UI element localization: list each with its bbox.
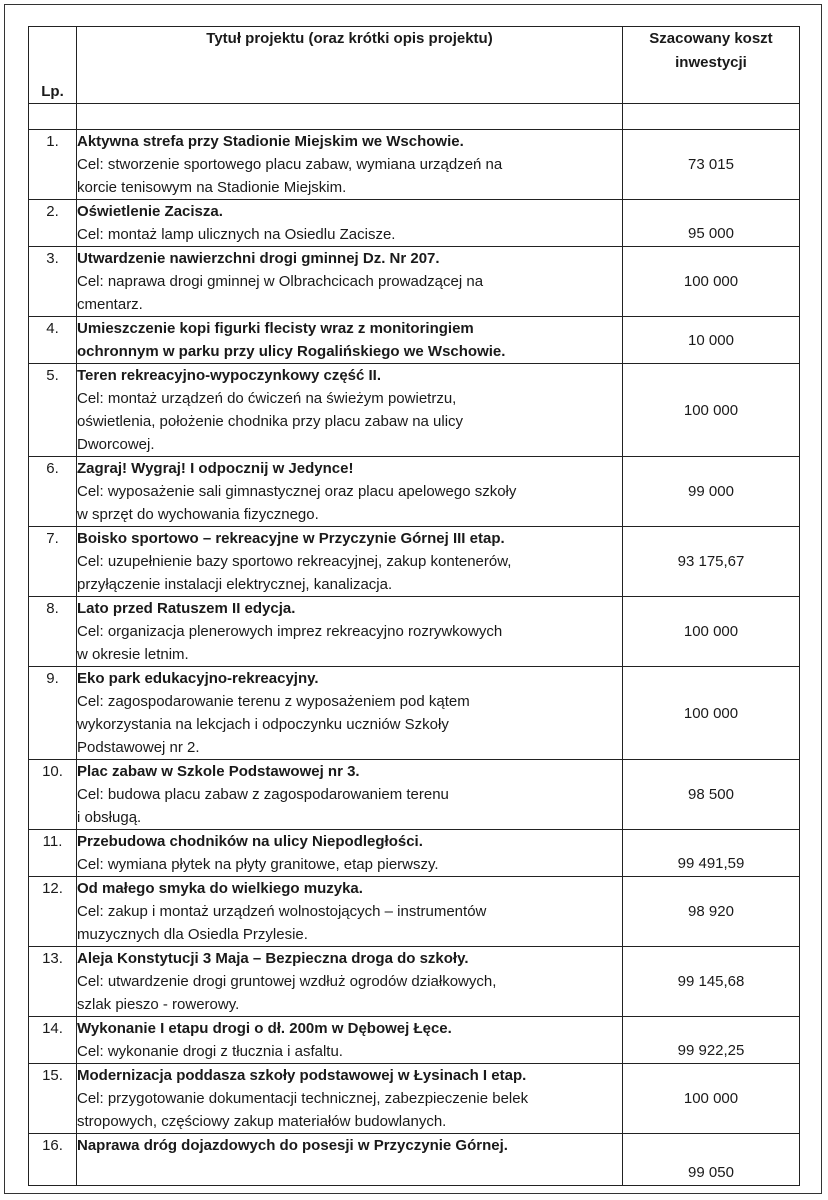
- project-cost: 99 491,59: [623, 830, 800, 877]
- project-cost: 99 922,25: [623, 1017, 800, 1064]
- project-cell: [77, 830, 623, 877]
- project-cost: 100 000: [623, 247, 800, 317]
- table-row: [29, 130, 800, 200]
- project-description: Cel: uzupełnienie bazy sportowo rekreacyjnej, zakup kontenerów, przyłączenie instalacji elektrycznej, kanalizacja.: [77, 553, 512, 593]
- project-title: Lato przed Ratuszem II edycja.: [77, 600, 296, 617]
- table-row: [29, 830, 800, 877]
- project-title: Od małego smyka do wielkiego muzyka.: [77, 880, 363, 897]
- table-header-row: [29, 27, 800, 104]
- project-cell: [77, 597, 623, 667]
- project-title: Przebudowa chodników na ulicy Niepodległości.: [77, 833, 423, 850]
- row-number: 7.: [29, 527, 77, 597]
- project-description: Cel: zakup i montaż urządzeń wolnostojących – instrumentów muzycznych dla Osiedla Przylesie.: [77, 903, 487, 943]
- project-description: Cel: montaż urządzeń do ćwiczeń na świeżym powietrzu, oświetlenia, położenie chodnika przy placu zabaw na ulicy Dworcowej.: [77, 390, 464, 453]
- header-title: Tytuł projektu (oraz krótki opis projektu): [77, 27, 623, 104]
- project-description: Cel: wymiana płytek na płyty granitowe, etap pierwszy.: [77, 856, 439, 873]
- project-description: Cel: wyposażenie sali gimnastycznej oraz placu apelowego szkoły w sprzęt do wychowania fizycznego.: [77, 483, 517, 523]
- project-title: Boisko sportowo – rekreacyjne w Przyczynie Górnej III etap.: [77, 530, 505, 547]
- project-title: Aleja Konstytucji 3 Maja – Bezpieczna droga do szkoły.: [77, 950, 469, 967]
- project-cost: 100 000: [623, 364, 800, 457]
- projects-table: [28, 26, 800, 1186]
- project-title: Wykonanie I etapu drogi o dł. 200m w Dębowej Łęce.: [77, 1020, 452, 1037]
- project-cost: 98 920: [623, 877, 800, 947]
- header-cost-line2: inwestycji: [675, 54, 747, 71]
- project-cell: [77, 247, 623, 317]
- table-row: [29, 364, 800, 457]
- project-title: Zagraj! Wygraj! I odpocznij w Jedynce!: [77, 460, 354, 477]
- row-number: 3.: [29, 247, 77, 317]
- row-number: 4.: [29, 317, 77, 364]
- row-number: 2.: [29, 200, 77, 247]
- project-cell: [77, 527, 623, 597]
- row-number: 15.: [29, 1064, 77, 1134]
- row-number: 14.: [29, 1017, 77, 1064]
- project-cost: 100 000: [623, 597, 800, 667]
- project-cost: 99 000: [623, 457, 800, 527]
- project-description: Cel: zagospodarowanie terenu z wyposażeniem pod kątem wykorzystania na lekcjach i odpoczynku uczniów Szkoły Podstawowej nr 2.: [77, 693, 470, 756]
- project-cell: [77, 667, 623, 760]
- project-cell: [77, 877, 623, 947]
- table-row: [29, 597, 800, 667]
- project-title: Eko park edukacyjno-rekreacyjny.: [77, 670, 319, 687]
- project-cell: [77, 1064, 623, 1134]
- table-row: [29, 947, 800, 1017]
- project-title: Naprawa dróg dojazdowych do posesji w Przyczynie Górnej.: [77, 1137, 508, 1154]
- row-number: 5.: [29, 364, 77, 457]
- project-cost: 98 500: [623, 760, 800, 830]
- project-cost: 100 000: [623, 667, 800, 760]
- project-description: Cel: naprawa drogi gminnej w Olbrachcicach prowadzącej na cmentarz.: [77, 273, 484, 313]
- project-title: Modernizacja poddasza szkoły podstawowej w Łysinach I etap.: [77, 1067, 527, 1084]
- project-cell: [77, 947, 623, 1017]
- table-row: [29, 317, 800, 364]
- table-row: [29, 1064, 800, 1134]
- table-row: [29, 527, 800, 597]
- project-title: Aktywna strefa przy Stadionie Miejskim we Wschowie.: [77, 133, 464, 150]
- row-number: 8.: [29, 597, 77, 667]
- table-row: [29, 1134, 800, 1186]
- project-description: Cel: stworzenie sportowego placu zabaw, wymiana urządzeń na korcie tenisowym na Stadionie Miejskim.: [77, 156, 503, 196]
- row-number: 1.: [29, 130, 77, 200]
- table-row: [29, 1017, 800, 1064]
- table-row: [29, 877, 800, 947]
- project-cell: [77, 1017, 623, 1064]
- project-description: Cel: wykonanie drogi z tłucznia i asfaltu.: [77, 1043, 343, 1060]
- table-row: [29, 247, 800, 317]
- project-description: Cel: przygotowanie dokumentacji technicznej, zabezpieczenie belek stropowych, częściowy zakup materiałów budowlanych.: [77, 1090, 529, 1130]
- project-cell: [77, 1134, 623, 1186]
- project-cost: 100 000: [623, 1064, 800, 1134]
- project-cost: 99 145,68: [623, 947, 800, 1017]
- project-cell: [77, 364, 623, 457]
- header-cost: [623, 27, 800, 104]
- spacer-row: [29, 104, 800, 130]
- project-description: Cel: utwardzenie drogi gruntowej wzdłuż ogrodów działkowych, szlak pieszo - rowerowy.: [77, 973, 497, 1013]
- table-row: [29, 457, 800, 527]
- row-number: 11.: [29, 830, 77, 877]
- header-cost-line1: Szacowany koszt: [649, 30, 773, 47]
- project-title: Teren rekreacyjno-wypoczynkowy część II.: [77, 367, 382, 384]
- project-cell: [77, 200, 623, 247]
- row-number: 10.: [29, 760, 77, 830]
- project-cost: 99 050: [623, 1134, 800, 1186]
- project-description: Cel: budowa placu zabaw z zagospodarowaniem terenu i obsługą.: [77, 786, 449, 826]
- project-cell: [77, 130, 623, 200]
- row-number: 13.: [29, 947, 77, 1017]
- row-number: 9.: [29, 667, 77, 760]
- project-cost: 73 015: [623, 130, 800, 200]
- table-row: [29, 760, 800, 830]
- table-row: [29, 667, 800, 760]
- project-cell: [77, 317, 623, 364]
- project-cost: 93 175,67: [623, 527, 800, 597]
- project-title: Umieszczenie kopi figurki flecisty wraz z monitoringiem ochronnym w parku przy ulicy Rogalińskiego we Wschowie.: [77, 320, 506, 360]
- row-number: 12.: [29, 877, 77, 947]
- header-lp: Lp.: [29, 27, 77, 104]
- project-cell: [77, 760, 623, 830]
- project-title: Oświetlenie Zacisza.: [77, 203, 223, 220]
- row-number: 16.: [29, 1134, 77, 1186]
- project-cell: [77, 457, 623, 527]
- project-description: Cel: montaż lamp ulicznych na Osiedlu Zacisze.: [77, 226, 396, 243]
- project-title: Utwardzenie nawierzchni drogi gminnej Dz. Nr 207.: [77, 250, 440, 267]
- table-row: [29, 200, 800, 247]
- project-cost: 10 000: [623, 317, 800, 364]
- project-cost: 95 000: [623, 200, 800, 247]
- project-description: Cel: organizacja plenerowych imprez rekreacyjno rozrywkowych w okresie letnim.: [77, 623, 503, 663]
- project-title: Plac zabaw w Szkole Podstawowej nr 3.: [77, 763, 360, 780]
- row-number: 6.: [29, 457, 77, 527]
